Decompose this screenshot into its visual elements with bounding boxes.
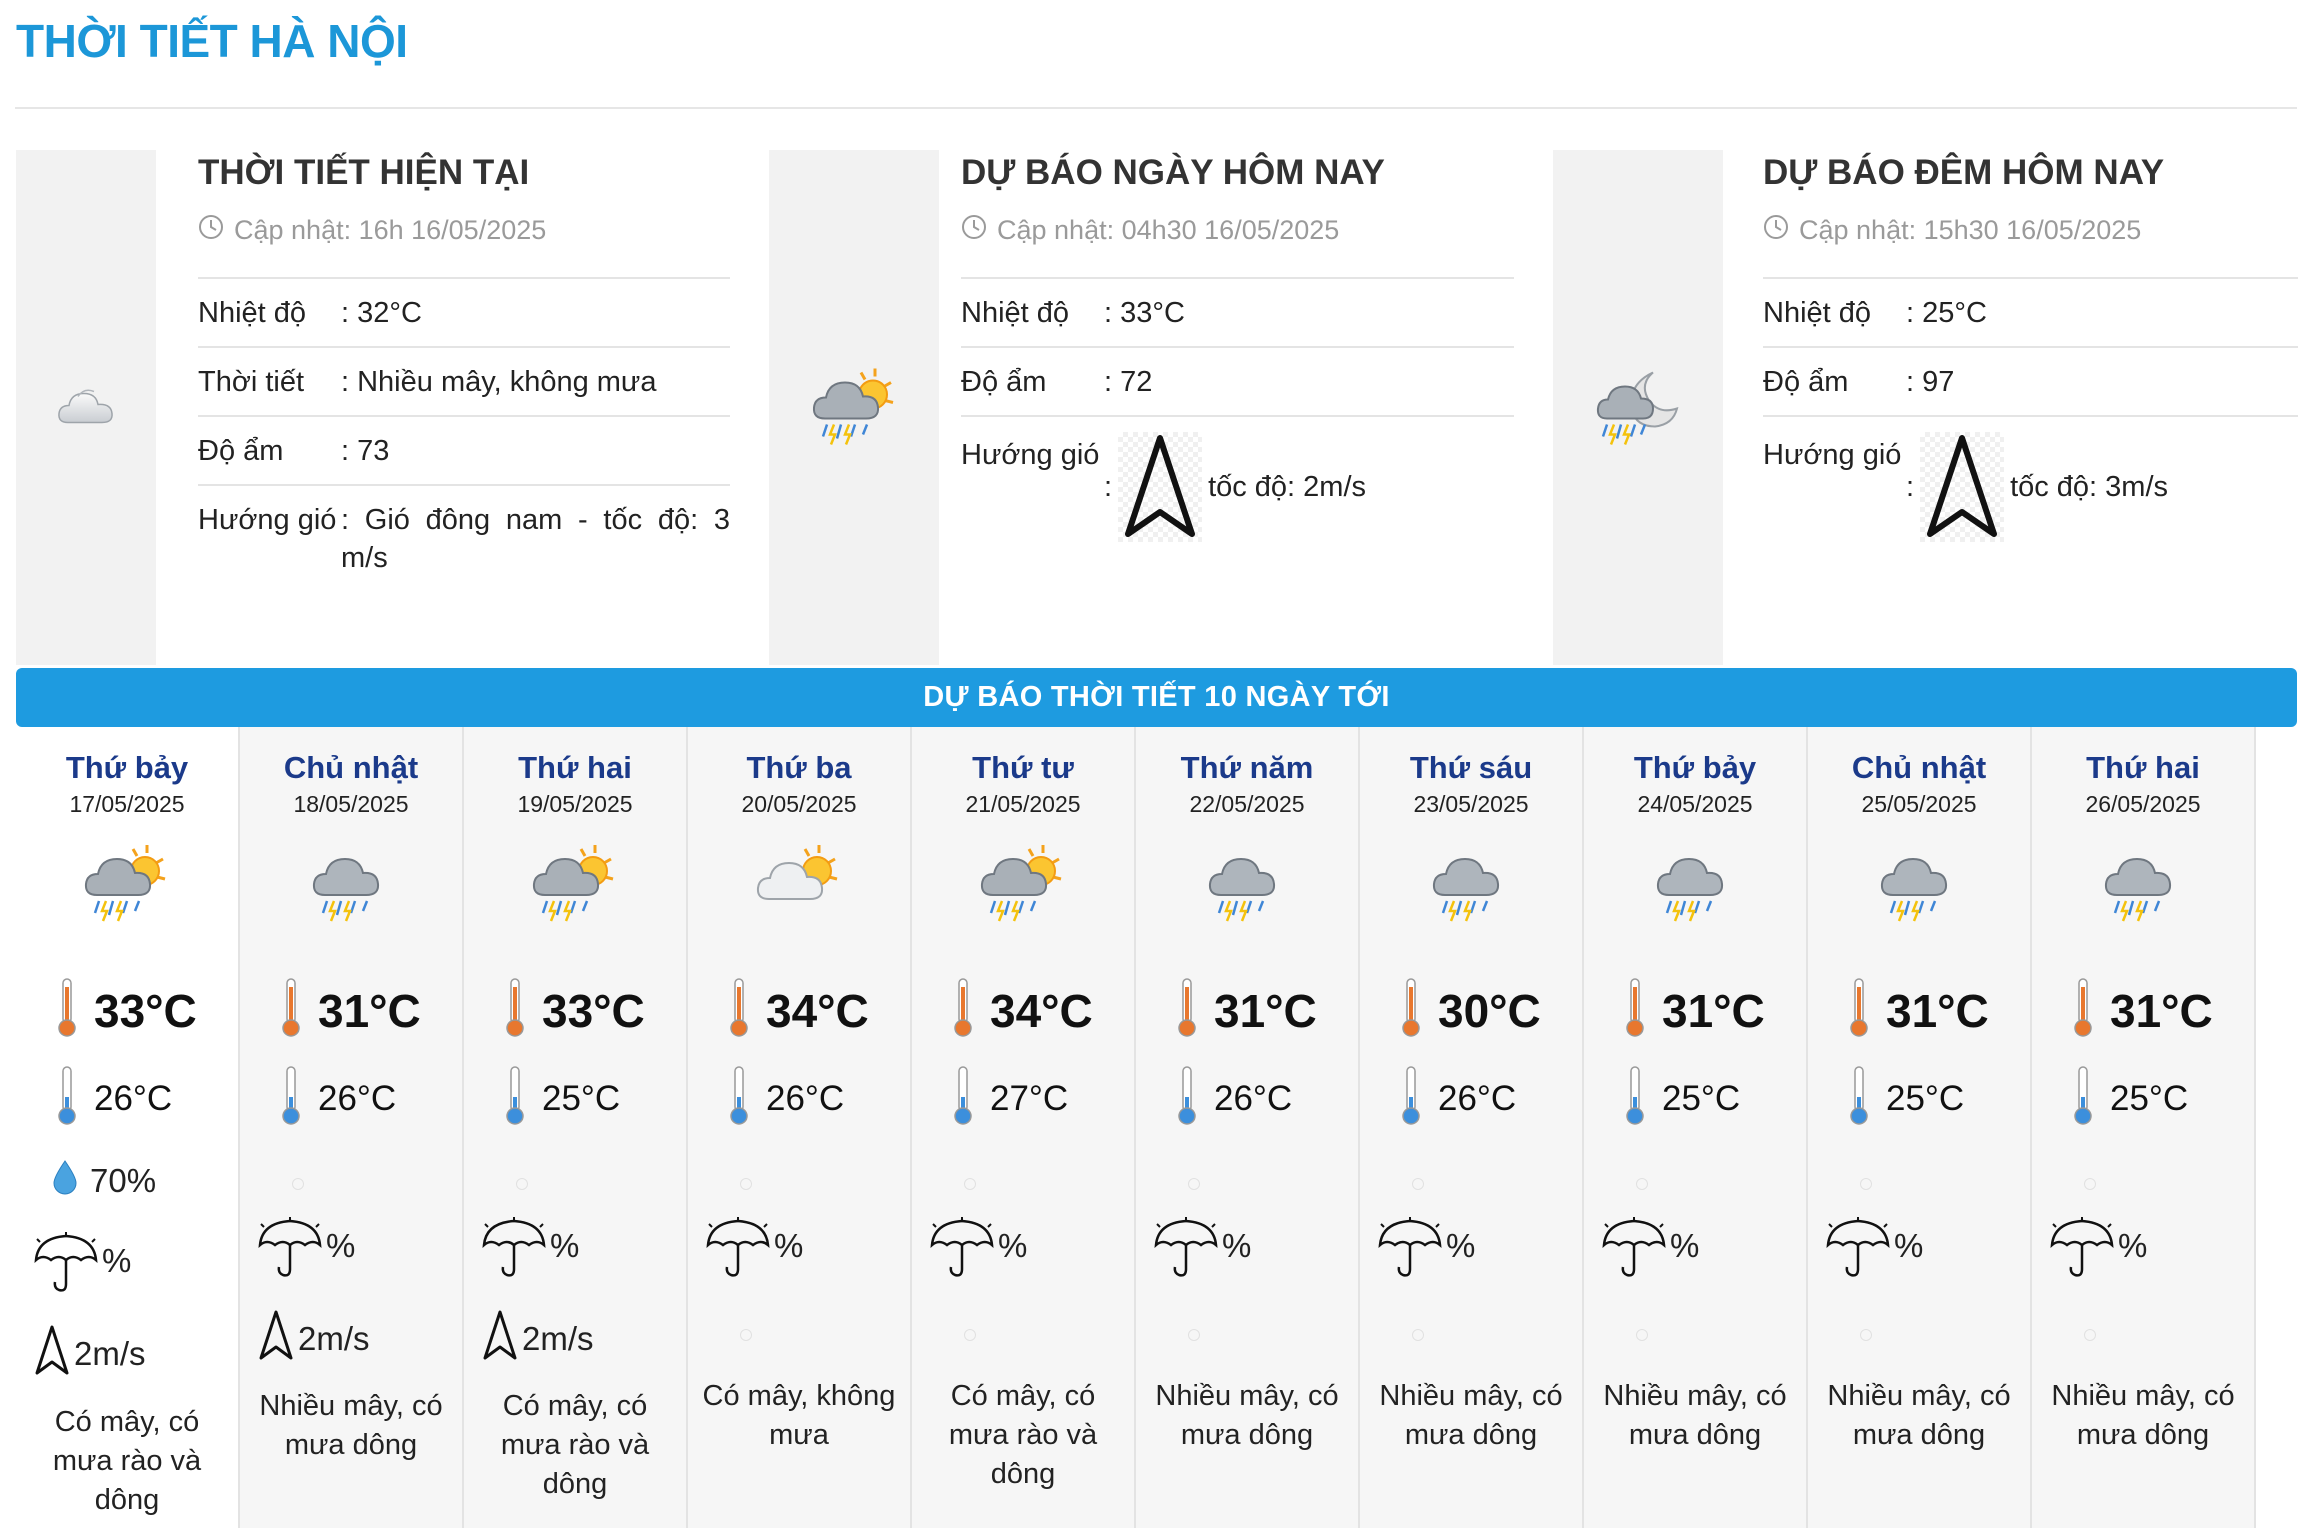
row-value (1906, 432, 2298, 542)
high-temp-value: 33°C (542, 984, 645, 1037)
low-temperature (1848, 1065, 1964, 1132)
row-value (1104, 432, 1514, 542)
low-temp-value: 25°C (2110, 1078, 2189, 1118)
precipitation-value: % (326, 1227, 356, 1264)
tonight-forecast-panel (1553, 150, 2298, 665)
thermometer-hot-icon (1848, 977, 1870, 1044)
tonight-title: DỰ BÁO ĐÊM HÔM NAY (1763, 153, 2165, 192)
day-date: 25/05/2025 (1861, 791, 1977, 817)
high-temp-value: 34°C (766, 984, 869, 1037)
page-title: THỜI TIẾT HÀ NỘI (16, 15, 408, 67)
thermometer-cold-icon (504, 1065, 526, 1132)
wind (482, 1309, 594, 1369)
moon-thunderstorm-icon (1593, 360, 1683, 455)
high-temperature (1848, 977, 1989, 1044)
title-divider (15, 107, 2297, 109)
row-label: Hướng gió (198, 504, 337, 536)
day-date: 23/05/2025 (1413, 791, 1529, 817)
row-value: : 97 (1906, 366, 1955, 398)
day-date: 21/05/2025 (965, 791, 1081, 817)
forecast-day (688, 727, 912, 1528)
high-temperature (1176, 977, 1317, 1044)
day-date: 19/05/2025 (517, 791, 633, 817)
day-date: 17/05/2025 (69, 791, 185, 817)
umbrella-icon (1152, 1217, 1220, 1287)
thermometer-hot-icon (56, 977, 78, 1044)
today-panel-body (961, 150, 1514, 556)
high-temperature (2072, 977, 2213, 1044)
thunderstorm-icon (2097, 837, 2189, 934)
low-temp-value: 25°C (1886, 1078, 1965, 1118)
low-temperature (504, 1065, 620, 1132)
forecast-day (16, 727, 240, 1528)
thunderstorm-icon (305, 837, 397, 934)
thermometer-hot-icon (280, 977, 302, 1044)
day-description: Nhiều mây, có mưa dông (1379, 1380, 1563, 1451)
wind (258, 1309, 370, 1369)
today-icon-column (769, 150, 939, 665)
precipitation (480, 1217, 579, 1287)
day-description: Có mây, có mưa rào và dông (52, 1406, 202, 1516)
current-row-humidity (198, 417, 730, 486)
wind-direction-arrow-icon (482, 1309, 518, 1369)
day-name: Thứ sáu (1409, 750, 1533, 785)
tonight-rows (1763, 277, 2298, 556)
precipitation-value: % (998, 1227, 1028, 1264)
empty-wind-placeholder-icon (1860, 1329, 1872, 1341)
forecast-day (1584, 727, 1808, 1528)
low-temperature (952, 1065, 1068, 1132)
wind-speed-value: 2m/s (522, 1320, 594, 1357)
clock-icon (1763, 214, 1789, 247)
day-date: 24/05/2025 (1637, 791, 1753, 817)
water-drop-icon (52, 1159, 78, 1203)
low-temperature (2072, 1065, 2188, 1132)
precipitation (1824, 1217, 1923, 1287)
row-value: : 32°C (341, 297, 422, 329)
current-icon-column (16, 150, 156, 665)
high-temperature (280, 977, 421, 1044)
wind-direction-arrow-icon (1118, 432, 1202, 542)
today-title: DỰ BÁO NGÀY HÔM NAY (961, 153, 1385, 192)
umbrella-icon (1376, 1217, 1444, 1287)
thermometer-hot-icon (2072, 977, 2094, 1044)
low-temperature (728, 1065, 844, 1132)
tonight-update (1763, 214, 2298, 247)
forecast-day (240, 727, 464, 1528)
day-name: Thứ hai (2086, 750, 2200, 785)
row-label: Độ ẩm (1763, 366, 1849, 398)
thermometer-hot-icon (1400, 977, 1422, 1044)
empty-rain-placeholder-icon (1636, 1178, 1648, 1190)
day-description: Có mây, không mưa (702, 1380, 896, 1451)
thermometer-hot-icon (728, 977, 750, 1044)
row-label: Độ ẩm (961, 366, 1047, 398)
high-temp-value: 34°C (990, 984, 1093, 1037)
high-temp-value: 31°C (1886, 984, 1989, 1037)
row-value: : 33°C (1104, 297, 1185, 329)
empty-wind-placeholder-icon (2084, 1329, 2096, 1341)
precipitation (928, 1217, 1027, 1287)
day-name: Thứ bảy (65, 750, 189, 785)
thermometer-cold-icon (280, 1065, 302, 1132)
day-name: Chủ nhật (1851, 750, 1987, 785)
wind-speed-value: 2m/s (298, 1320, 370, 1357)
sun-thunderstorm-icon (81, 837, 173, 934)
umbrella-icon (32, 1232, 100, 1302)
forecast-10-day-list (16, 727, 2256, 1528)
current-row-temperature (198, 279, 730, 348)
row-label: Độ ẩm (198, 435, 284, 467)
empty-rain-placeholder-icon (1412, 1178, 1424, 1190)
day-name: Thứ bảy (1633, 750, 1757, 785)
row-value: : Gió đông nam - tốc độ: 3 m/s (341, 504, 730, 574)
day-name: Thứ ba (746, 750, 852, 785)
empty-rain-placeholder-icon (1860, 1178, 1872, 1190)
thermometer-hot-icon (1176, 977, 1198, 1044)
rain-chance (52, 1159, 156, 1203)
thunderstorm-icon (1201, 837, 1293, 934)
precipitation (2048, 1217, 2147, 1287)
row-label: Nhiệt độ (961, 297, 1070, 329)
wind-direction-arrow-icon (1920, 432, 2004, 542)
high-temperature (728, 977, 869, 1044)
precipitation-value: % (1446, 1227, 1476, 1264)
empty-wind-placeholder-icon (1412, 1329, 1424, 1341)
tonight-update-text: Cập nhật: 15h30 16/05/2025 (1799, 215, 2142, 245)
row-label: Nhiệt độ (198, 297, 307, 329)
precipitation (1376, 1217, 1475, 1287)
precipitation-value: % (1894, 1227, 1924, 1264)
high-temperature (504, 977, 645, 1044)
thunderstorm-icon (1649, 837, 1741, 934)
today-rows (961, 277, 1514, 556)
precipitation (704, 1217, 803, 1287)
forecast-day (1808, 727, 2032, 1528)
umbrella-icon (480, 1217, 548, 1287)
low-temperature (280, 1065, 396, 1132)
wind-speed: tốc độ: 2m/s (1208, 471, 1367, 503)
precipitation (256, 1217, 355, 1287)
thunderstorm-icon (1873, 837, 1965, 934)
today-forecast-panel (769, 150, 1514, 665)
high-temp-value: 30°C (1438, 984, 1541, 1037)
thermometer-cold-icon (1400, 1065, 1422, 1132)
current-weather-panel (16, 150, 730, 665)
low-temp-value: 27°C (990, 1078, 1069, 1118)
forecast-day (1136, 727, 1360, 1528)
empty-rain-placeholder-icon (964, 1178, 976, 1190)
high-temperature (56, 977, 197, 1044)
precipitation-value: % (2118, 1227, 2148, 1264)
thermometer-cold-icon (1624, 1065, 1646, 1132)
empty-rain-placeholder-icon (292, 1178, 304, 1190)
current-rows (198, 277, 730, 591)
today-row-temperature (961, 279, 1514, 348)
row-value: : 25°C (1906, 297, 1987, 329)
tonight-row-humidity (1763, 348, 2298, 417)
thermometer-cold-icon (1848, 1065, 1870, 1132)
day-name: Thứ năm (1180, 750, 1314, 785)
cloudy-icon (56, 382, 116, 433)
today-row-wind (961, 417, 1514, 556)
row-label: Thời tiết (198, 366, 305, 398)
row-value: : Nhiều mây, không mưa (341, 366, 657, 398)
row-label: Hướng gió (1763, 439, 1902, 471)
day-description: Có mây, có mưa rào và dông (500, 1390, 650, 1500)
high-temp-value: 31°C (1214, 984, 1317, 1037)
low-temp-value: 26°C (766, 1078, 845, 1118)
day-name: Chủ nhật (283, 750, 419, 785)
umbrella-icon (1600, 1217, 1668, 1287)
day-description: Nhiều mây, có mưa dông (259, 1390, 443, 1461)
sun-thunderstorm-icon (977, 837, 1069, 934)
thermometer-cold-icon (2072, 1065, 2094, 1132)
day-date: 18/05/2025 (293, 791, 409, 817)
precipitation-value: % (1222, 1227, 1252, 1264)
sun-thunderstorm-icon (809, 360, 899, 455)
thunderstorm-icon (1425, 837, 1517, 934)
low-temperature (56, 1065, 172, 1132)
precipitation (1152, 1217, 1251, 1287)
umbrella-icon (928, 1217, 996, 1287)
current-row-condition (198, 348, 730, 417)
today-update-text: Cập nhật: 04h30 16/05/2025 (997, 215, 1340, 245)
current-update (198, 214, 730, 247)
low-temp-value: 26°C (318, 1078, 397, 1118)
thermometer-cold-icon (728, 1065, 750, 1132)
low-temperature (1624, 1065, 1740, 1132)
high-temp-value: 33°C (94, 984, 197, 1037)
row-label: Nhiệt độ (1763, 297, 1872, 329)
umbrella-icon (2048, 1217, 2116, 1287)
today-row-humidity (961, 348, 1514, 417)
low-temperature (1176, 1065, 1292, 1132)
day-description: Nhiều mây, có mưa dông (1155, 1380, 1339, 1451)
precipitation-value: % (102, 1242, 132, 1279)
forecast-10-day-header: DỰ BÁO THỜI TIẾT 10 NGÀY TỚI (16, 668, 2297, 727)
wind-speed-value: 2m/s (74, 1335, 146, 1372)
day-date: 22/05/2025 (1189, 791, 1305, 817)
forecast-day (464, 727, 688, 1528)
forecast-day (912, 727, 1136, 1528)
day-date: 20/05/2025 (741, 791, 857, 817)
high-temperature (1400, 977, 1541, 1044)
day-name: Thứ hai (518, 750, 632, 785)
partly-cloudy-icon (753, 837, 845, 934)
low-temp-value: 25°C (542, 1078, 621, 1118)
high-temperature (1624, 977, 1765, 1044)
thermometer-hot-icon (952, 977, 974, 1044)
forecast-day (2032, 727, 2256, 1528)
empty-rain-placeholder-icon (1188, 1178, 1200, 1190)
wind (34, 1324, 146, 1384)
high-temp-value: 31°C (318, 984, 421, 1037)
empty-rain-placeholder-icon (2084, 1178, 2096, 1190)
day-date: 26/05/2025 (2085, 791, 2201, 817)
empty-rain-placeholder-icon (516, 1178, 528, 1190)
tonight-row-wind (1763, 417, 2298, 556)
empty-wind-placeholder-icon (740, 1329, 752, 1341)
tonight-icon-column (1553, 150, 1723, 665)
day-description: Nhiều mây, có mưa dông (1603, 1380, 1787, 1451)
row-label: Hướng gió (961, 439, 1100, 471)
wind-direction-arrow-icon (258, 1309, 294, 1369)
precipitation-value: % (774, 1227, 804, 1264)
low-temp-value: 26°C (1214, 1078, 1293, 1118)
umbrella-icon (1824, 1217, 1892, 1287)
thermometer-cold-icon (1176, 1065, 1198, 1132)
sun-thunderstorm-icon (529, 837, 621, 934)
low-temp-value: 25°C (1662, 1078, 1741, 1118)
precipitation-value: % (1670, 1227, 1700, 1264)
empty-wind-placeholder-icon (1188, 1329, 1200, 1341)
wind-colon: : (1906, 471, 1915, 503)
low-temperature (1400, 1065, 1516, 1132)
row-value: : 73 (341, 435, 390, 467)
empty-rain-placeholder-icon (740, 1178, 752, 1190)
thermometer-hot-icon (1624, 977, 1646, 1044)
day-description: Nhiều mây, có mưa dông (1827, 1380, 2011, 1451)
day-description: Nhiều mây, có mưa dông (2051, 1380, 2235, 1451)
current-title: THỜI TIẾT HIỆN TẠI (198, 153, 530, 192)
today-update (961, 214, 1514, 247)
umbrella-icon (256, 1217, 324, 1287)
current-panel-body (198, 150, 730, 591)
clock-icon (961, 214, 987, 247)
day-name: Thứ tư (972, 750, 1074, 785)
rain-chance-value: 70% (90, 1162, 157, 1199)
thermometer-cold-icon (952, 1065, 974, 1132)
row-value: : 72 (1104, 366, 1153, 398)
tonight-row-temperature (1763, 279, 2298, 348)
current-row-wind (198, 486, 730, 591)
high-temp-value: 31°C (2110, 984, 2213, 1037)
current-update-text: Cập nhật: 16h 16/05/2025 (234, 215, 547, 245)
thermometer-hot-icon (504, 977, 526, 1044)
precipitation-value: % (550, 1227, 580, 1264)
low-temp-value: 26°C (94, 1078, 173, 1118)
empty-wind-placeholder-icon (964, 1329, 976, 1341)
wind-colon: : (1104, 471, 1113, 503)
wind-direction-arrow-icon (34, 1324, 70, 1384)
high-temp-value: 31°C (1662, 984, 1765, 1037)
precipitation (32, 1232, 131, 1302)
umbrella-icon (704, 1217, 772, 1287)
tonight-panel-body (1763, 150, 2298, 556)
wind-speed: tốc độ: 3m/s (2010, 471, 2169, 503)
day-description: Có mây, có mưa rào và dông (948, 1380, 1098, 1490)
low-temp-value: 26°C (1438, 1078, 1517, 1118)
thermometer-cold-icon (56, 1065, 78, 1132)
precipitation (1600, 1217, 1699, 1287)
forecast-day (1360, 727, 1584, 1528)
empty-wind-placeholder-icon (1636, 1329, 1648, 1341)
high-temperature (952, 977, 1093, 1044)
clock-icon (198, 214, 224, 247)
